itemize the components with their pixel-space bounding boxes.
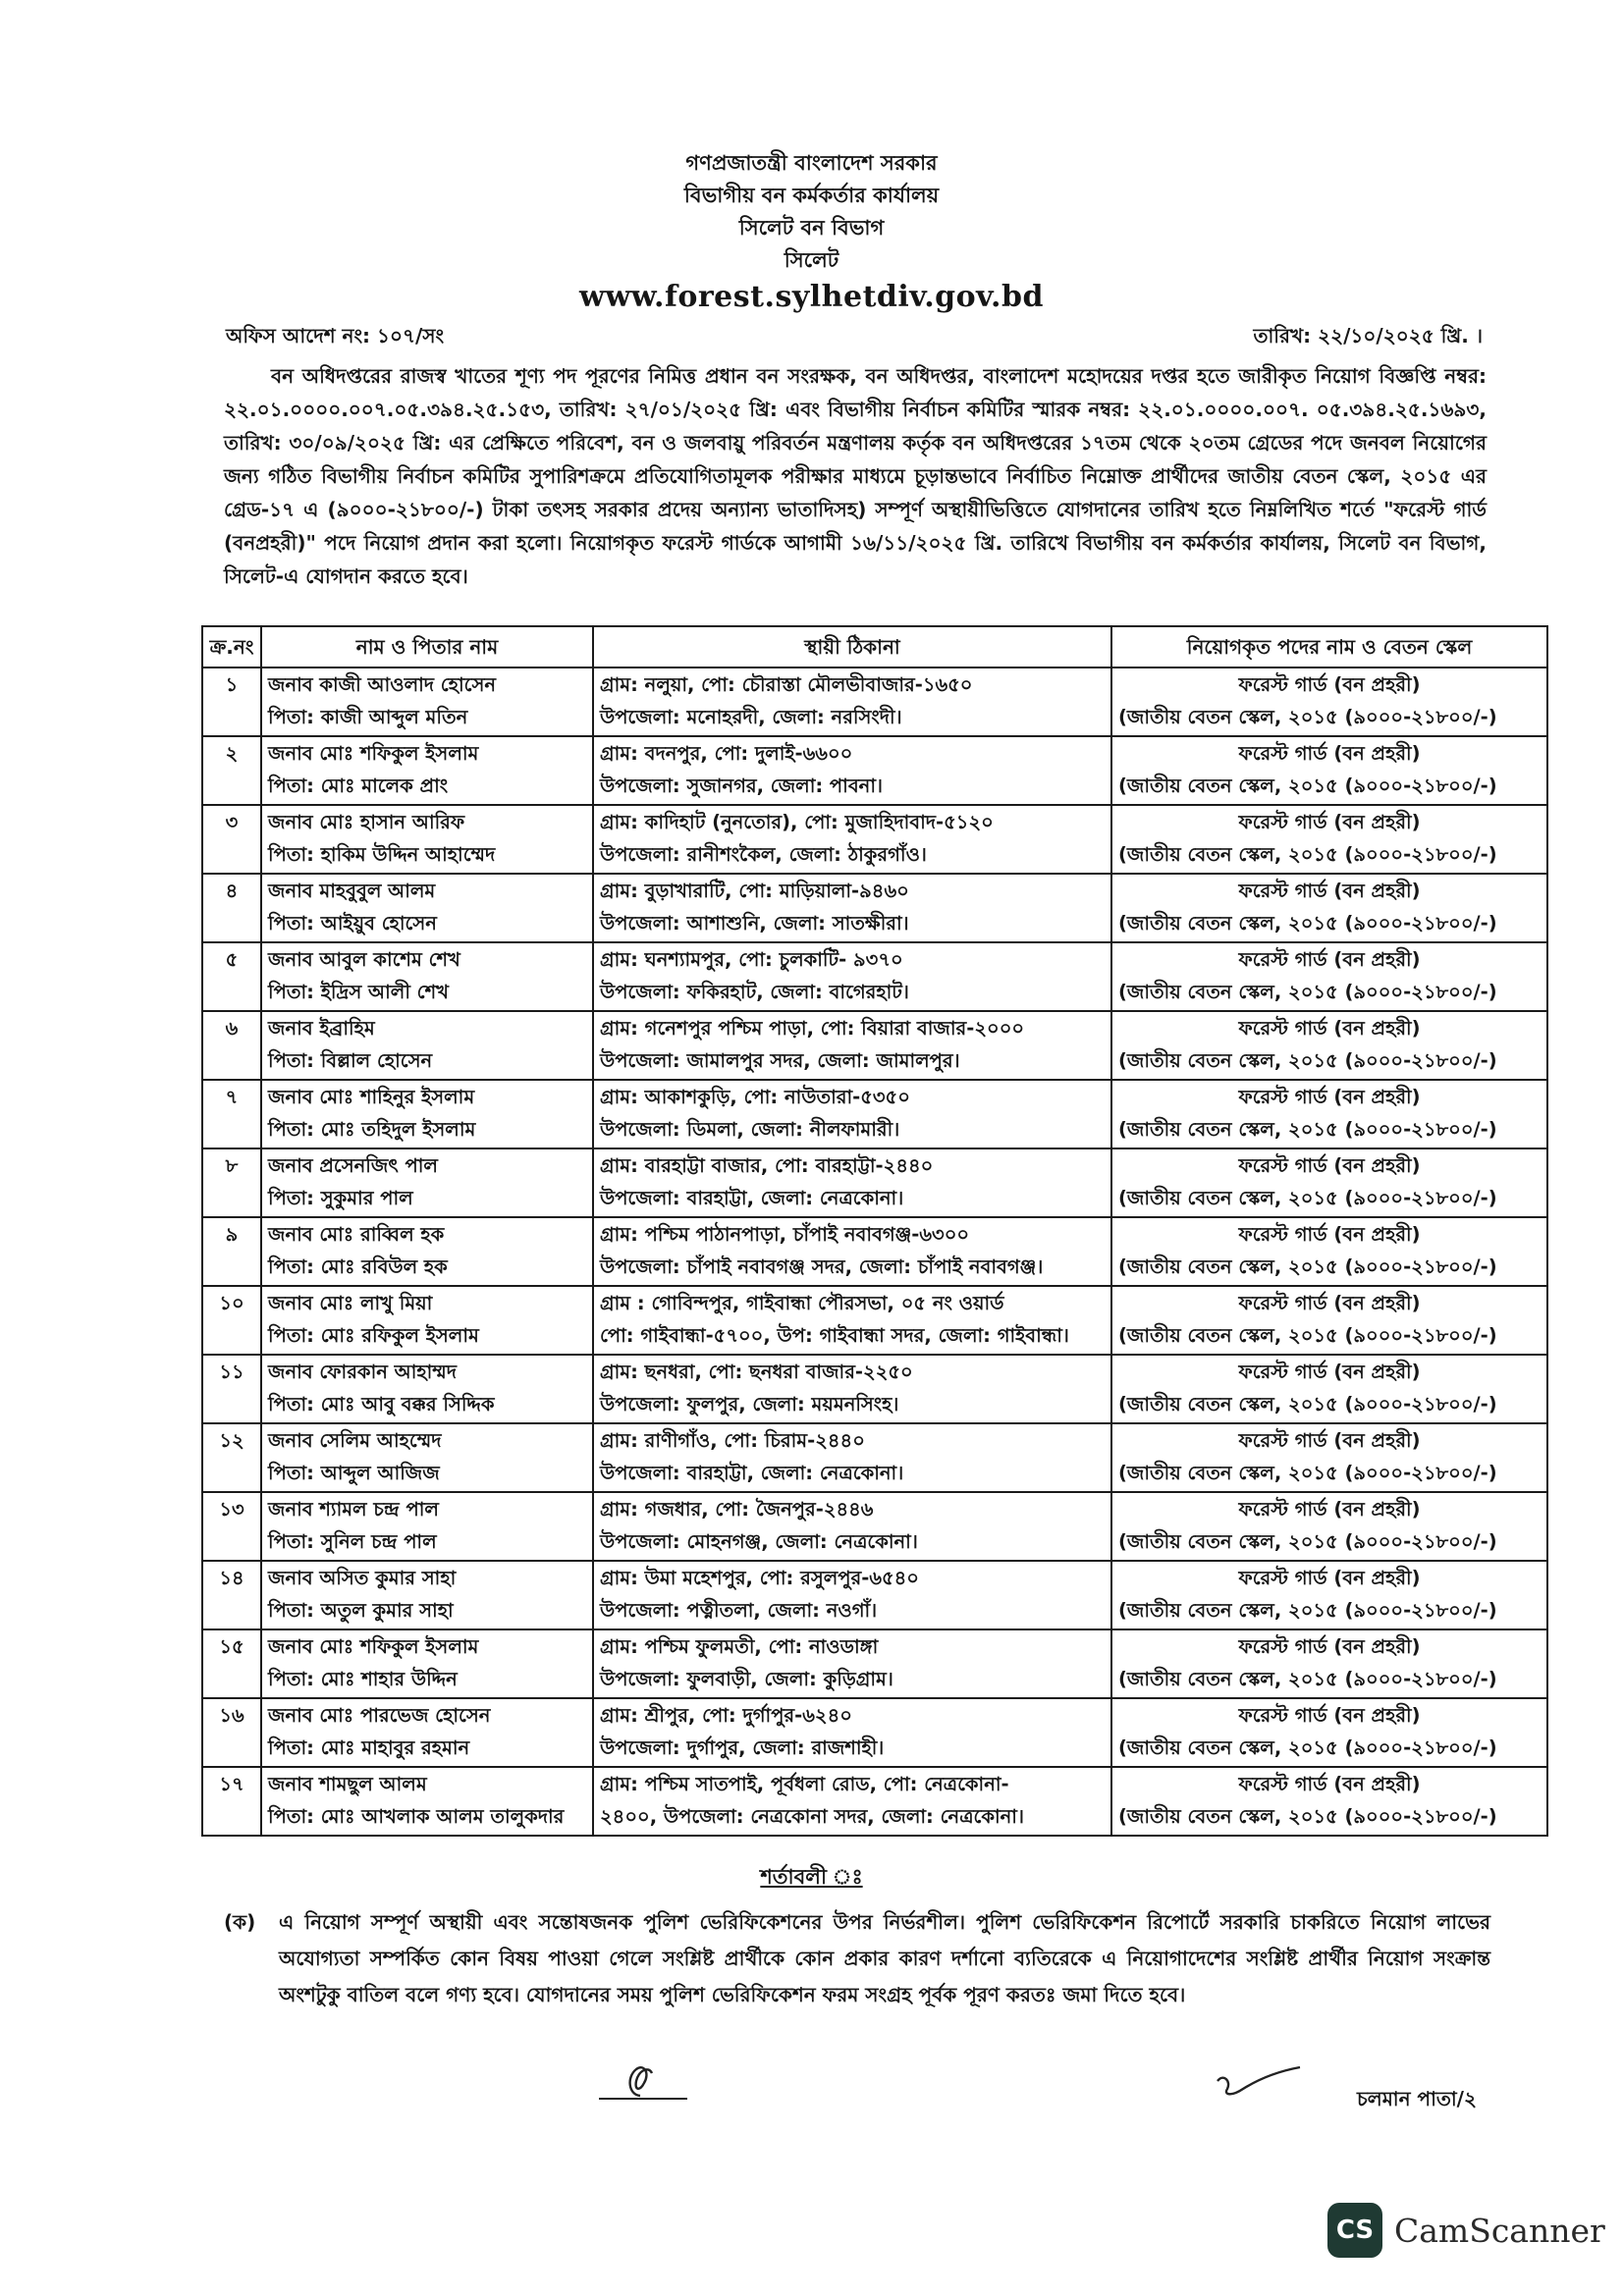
cell-serial	[202, 1080, 261, 1148]
pay-scale: (জাতীয় বেতন স্কেল, ২০১৫ (৯০০০-২১৮০০/-)	[1118, 981, 1497, 1003]
cell-post	[1111, 1767, 1547, 1836]
address-line-1: গ্রাম: শ্রীপুর, পো: দুর্গাপুর-৬২৪০	[600, 1704, 852, 1727]
post-title: ফরেস্ট গার্ড (বন প্রহরী)	[1238, 742, 1421, 765]
appointee-name: জনাব মোঃ শফিকুল ইসলাম	[268, 1635, 479, 1658]
cell-address	[593, 1561, 1111, 1629]
post-title: ফরেস্ট গার্ড (বন প্রহরী)	[1238, 1361, 1421, 1383]
table-row	[202, 1767, 1547, 1836]
order-date: তারিখ: ২২/১০/২০২৫ খ্রি. ।	[1253, 324, 1483, 347]
cell-serial	[202, 1492, 261, 1561]
serial-number: ১১	[219, 1361, 244, 1383]
address-line-2: উপজেলা: ফকিরহাট, জেলা: বাগেরহাট।	[600, 981, 909, 1003]
gov-name: গণপ্রজাতন্ত্রী বাংলাদেশ সরকার	[685, 151, 938, 175]
cell-serial	[202, 1286, 261, 1355]
post-title: ফরেস্ট গার্ড (বন প্রহরী)	[1238, 1292, 1421, 1314]
cell-post	[1111, 805, 1547, 874]
cell-name	[261, 1217, 593, 1286]
cell-address	[593, 1355, 1111, 1423]
address-line-1: গ্রাম: রাণীগাঁও, পো: চিরাম-২৪৪০	[600, 1429, 865, 1452]
appointee-name: জনাব মাহবুবুল আলম	[268, 880, 436, 902]
cell-post	[1111, 1011, 1547, 1080]
address-line-2: উপজেলা: মোহনগঞ্জ, জেলা: নেত্রকোনা।	[600, 1530, 918, 1553]
address-line-2: পো: গাইবান্ধা-৫৭০০, উপ: গাইবান্ধা সদর, জেলা: গাইবান্ধা।	[600, 1324, 1069, 1347]
serial-number: ১২	[219, 1429, 244, 1452]
post-title: ফরেস্ট গার্ড (বন প্রহরী)	[1238, 1223, 1421, 1246]
pay-scale: (জাতীয় বেতন স্কেল, ২০১৫ (৯০০০-২১৮০০/-)	[1118, 912, 1497, 934]
pay-scale: (জাতীয় বেতন স্কেল, ২০১৫ (৯০০০-২১৮০০/-)	[1118, 1462, 1497, 1484]
address-line-1: গ্রাম: পশ্চিম ফুলমতী, পো: নাওডাঙ্গা	[600, 1635, 879, 1658]
post-title: ফরেস্ট গার্ড (বন প্রহরী)	[1238, 1429, 1421, 1452]
appointee-name: জনাব অসিত কুমার সাহা	[268, 1567, 457, 1589]
table-row	[202, 805, 1547, 874]
post-title: ফরেস্ট গার্ড (বন প্রহরী)	[1238, 1017, 1421, 1040]
cell-name	[261, 1011, 593, 1080]
cell-serial	[202, 1561, 261, 1629]
post-title: ফরেস্ট গার্ড (বন প্রহরী)	[1238, 1704, 1421, 1727]
cell-serial	[202, 1355, 261, 1423]
father-name: পিতা: মোঃ তহিদুল ইসলাম	[268, 1118, 476, 1141]
cell-serial	[202, 1148, 261, 1217]
header-serial: ক্র.নং	[202, 626, 261, 667]
cell-address	[593, 1148, 1111, 1217]
cell-post	[1111, 1698, 1547, 1767]
address-line-1: গ্রাম : গোবিন্দপুর, গাইবান্ধা পৌরসভা, ০৫ নং ওয়ার্ড	[600, 1292, 1004, 1314]
cell-post	[1111, 1561, 1547, 1629]
post-title: ফরেস্ট গার্ড (বন প্রহরী)	[1238, 811, 1421, 833]
address-line-1: গ্রাম: বদনপুর, পো: দুলাই-৬৬০০	[600, 742, 853, 765]
header-address: স্থায়ী ঠিকানা	[593, 626, 1111, 667]
post-title: ফরেস্ট গার্ড (বন প্রহরী)	[1238, 1567, 1421, 1589]
appointee-name: জনাব মোঃ লাখু মিয়া	[268, 1292, 433, 1314]
father-name: পিতা: আইয়ুব হোসেন	[268, 912, 437, 934]
appointee-name: জনাব কাজী আওলাদ হোসেন	[268, 673, 496, 696]
pay-scale: (জাতীয় বেতন স্কেল, ২০১৫ (৯০০০-২১৮০০/-)	[1118, 1255, 1497, 1278]
father-name: পিতা: মোঃ আবু বক্কর সিদ্দিক	[268, 1393, 495, 1415]
cell-name	[261, 942, 593, 1011]
post-title: ফরেস্ট গার্ড (বন প্রহরী)	[1238, 1773, 1421, 1795]
header-name: নাম ও পিতার নাম	[261, 626, 593, 667]
cell-serial	[202, 805, 261, 874]
cell-address	[593, 1629, 1111, 1698]
father-name: পিতা: ইদ্রিস আলী শেখ	[268, 981, 449, 1003]
table-body	[202, 667, 1547, 1836]
pay-scale: (জাতীয় বেতন স্কেল, ২০১৫ (৯০০০-২১৮০০/-)	[1118, 1393, 1497, 1415]
cell-name	[261, 1355, 593, 1423]
pay-scale: (জাতীয় বেতন স্কেল, ২০১৫ (৯০০০-২১৮০০/-)	[1118, 1049, 1497, 1072]
cell-serial	[202, 667, 261, 736]
cell-serial	[202, 1629, 261, 1698]
father-name: পিতা: মোঃ রফিকুল ইসলাম	[268, 1324, 479, 1347]
address-line-1: গ্রাম: আকাশকুড়ি, পো: নাউতারা-৫৩৫০	[600, 1086, 910, 1108]
serial-number: ১৪	[219, 1567, 244, 1589]
cell-name	[261, 667, 593, 736]
cell-name	[261, 1561, 593, 1629]
city-name: সিলেট	[784, 248, 839, 272]
cell-address	[593, 942, 1111, 1011]
cell-address	[593, 1767, 1111, 1836]
intro-paragraph: বন অধিদপ্তরের রাজস্ব খাতের শূণ্য পদ পূরণের নিমিত্ত প্রধান বন সংরক্ষক, বন অধিদপ্তর, বাংলাদেশ মহোদয়ের দপ্তর হতে জারীকৃত নিয়োগ বিজ্ঞপ্তি নম্বর: ২২.০১.০০০০.০০৭.০৫.৩৯৪.২৫.১৫৩, তারিখ: ২৭/০১/২০২৫ খ্রি: এবং বিভাগীয় নির্বাচন কমিটির স্মারক নম্বর: ২২.০১.০০০০.০০৭. ০৫.৩৯৪.২৫.১৬৯৩, তারিখ: ৩০/০৯/২০২৫ খ্রি: এর প্রেক্ষিতে পরিবেশ, বন ও জলবায়ু পরিবর্তন মন্ত্রণালয় কর্তৃক বন অধিদপ্তরের ১৭তম থেকে ২০তম গ্রেডের পদে জনবল নিয়োগের জন্য গঠিত বিভাগীয় নির্বাচন কমিটির সুপারিশক্রমে প্রতিযোগিতামূলক পরীক্ষার মাধ্যমে চূড়ান্তভাবে নির্বাচিত নিম্নোক্ত প্রার্থীদের জাতীয় বেতন স্কেল, ২০১৫ এর গ্রেড-১৭ এ (৯০০০-২১৮০০/-) টাকা তৎসহ সরকার প্রদেয় অন্যান্য ভাতাদিসহ) সম্পূর্ণ অস্থায়ীভিত্তিতে যোগদানের তারিখ হতে নিম্নলিখিত শর্তে "ফরেস্ট গার্ড (বনপ্রহরী)" পদে নিয়োগ প্রদান করা হলো। নিয়োগকৃত ফরেস্ট গার্ডকে আগামী ১৬/১১/২০২৫ খ্রি. তারিখে বিভাগীয় বন কর্মকর্তার কার্যালয়, সিলেট বন বিভাগ, সিলেট-এ যোগদান করতে হবে।	[224, 364, 1487, 588]
serial-number: ১০	[219, 1292, 244, 1314]
cell-post	[1111, 1080, 1547, 1148]
table-row	[202, 667, 1547, 736]
cell-post	[1111, 1629, 1547, 1698]
father-name: পিতা: মোঃ মালেক প্রাং	[268, 774, 449, 797]
cell-address	[593, 667, 1111, 736]
serial-number: ১৭	[219, 1773, 244, 1795]
address-line-1: গ্রাম: পশ্চিম পাঠানপাড়া, চাঁপাই নবাবগঞ্জ-৬৩০০	[600, 1223, 970, 1246]
address-line-1: গ্রাম: গজধার, পো: জৈনপুর-২৪৪৬	[600, 1498, 874, 1521]
table-row	[202, 1698, 1547, 1767]
address-line-2: উপজেলা: দুর্গাপুর, জেলা: রাজশাহী।	[600, 1736, 885, 1759]
father-name: পিতা: মোঃ রবিউল হক	[268, 1255, 448, 1278]
pay-scale: (জাতীয় বেতন স্কেল, ২০১৫ (৯০০০-২১৮০০/-)	[1118, 1805, 1497, 1828]
continuation-note: চলমান পাতা/২	[1357, 2087, 1477, 2110]
pay-scale: (জাতীয় বেতন স্কেল, ২০১৫ (৯০০০-২১৮০০/-)	[1118, 706, 1497, 728]
post-title: ফরেস্ট গার্ড (বন প্রহরী)	[1238, 880, 1421, 902]
cell-address	[593, 1217, 1111, 1286]
table-row	[202, 1423, 1547, 1492]
serial-number: ২	[225, 742, 239, 765]
cell-address	[593, 1080, 1111, 1148]
appointee-name: জনাব ইব্রাহিম	[268, 1017, 375, 1040]
address-line-2: উপজেলা: চাঁপাই নবাবগঞ্জ সদর, জেলা: চাঁপাই নবাবগঞ্জ।	[600, 1255, 1044, 1278]
address-line-2: উপজেলা: মনোহরদী, জেলা: নরসিংদী।	[600, 706, 902, 728]
address-line-2: উপজেলা: আশাশুনি, জেলা: সাতক্ষীরা।	[600, 912, 909, 934]
address-line-1: গ্রাম: নলুয়া, পো: চৌরাস্তা মৌলভীবাজার-১৬৫০	[600, 673, 973, 696]
cell-serial	[202, 1423, 261, 1492]
father-name: পিতা: হাকিম উদ্দিন আহাম্মেদ	[268, 843, 496, 866]
cell-serial	[202, 1767, 261, 1836]
table-header-row	[202, 626, 1547, 667]
serial-number: ১৫	[219, 1635, 244, 1658]
camscanner-label: CamScanner	[1394, 2211, 1605, 2250]
serial-number: ১৬	[219, 1704, 244, 1727]
pay-scale: (জাতীয় বেতন স্কেল, ২০১৫ (৯০০০-২১৮০০/-)	[1118, 1736, 1497, 1759]
father-name: পিতা: সুকুমার পাল	[268, 1187, 413, 1209]
post-title: ফরেস্ট গার্ড (বন প্রহরী)	[1238, 1498, 1421, 1521]
signature-left	[589, 2052, 697, 2110]
serial-number: ৭	[225, 1086, 239, 1108]
camscanner-logo-icon: CS	[1327, 2203, 1382, 2258]
table-row	[202, 1080, 1547, 1148]
father-name: পিতা: মোঃ আখলাক আলম তালুকদার	[268, 1805, 565, 1828]
division-name: সিলেট বন বিভাগ	[738, 216, 885, 240]
cell-address	[593, 805, 1111, 874]
serial-number: ৬	[225, 1017, 239, 1040]
address-line-2: উপজেলা: পত্নীতলা, জেলা: নওগাঁ।	[600, 1599, 878, 1622]
cell-name	[261, 736, 593, 805]
table-row	[202, 1286, 1547, 1355]
cell-address	[593, 1492, 1111, 1561]
cell-address	[593, 1423, 1111, 1492]
father-name: পিতা: বিল্লাল হোসেন	[268, 1049, 433, 1072]
father-name: পিতা: মোঃ মাহাবুর রহমান	[268, 1736, 470, 1759]
cell-post	[1111, 736, 1547, 805]
address-line-2: উপজেলা: ফুলপুর, জেলা: ময়মনসিংহ।	[600, 1393, 899, 1415]
address-line-2: উপজেলা: ফুলবাড়ী, জেলা: কুড়িগ্রাম।	[600, 1668, 893, 1690]
appointee-name: জনাব শ্যামল চন্দ্র পাল	[268, 1498, 439, 1521]
cell-serial	[202, 942, 261, 1011]
terms-title: শর্তাবলী ঃ	[760, 1865, 863, 1889]
table-row	[202, 736, 1547, 805]
appointee-name: জনাব আবুল কাশেম শেখ	[268, 948, 460, 971]
header-post: নিয়োগকৃত পদের নাম ও বেতন স্কেল	[1111, 626, 1547, 667]
address-line-2: ২৪০০, উপজেলা: নেত্রকোনা সদর, জেলা: নেত্রকোনা।	[600, 1805, 1024, 1828]
pay-scale: (জাতীয় বেতন স্কেল, ২০১৫ (৯০০০-২১৮০০/-)	[1118, 1599, 1497, 1622]
appointee-name: জনাব মোঃ শফিকুল ইসলাম	[268, 742, 479, 765]
cell-serial	[202, 736, 261, 805]
post-title: ফরেস্ট গার্ড (বন প্রহরী)	[1238, 1086, 1421, 1108]
serial-number: ৩	[225, 811, 239, 833]
address-line-1: গ্রাম: বারহাট্টা বাজার, পো: বারহাট্টা-২৪৪০	[600, 1154, 934, 1177]
appointee-name: জনাব মোঃ রাব্বিল হক	[268, 1223, 445, 1246]
serial-number: ১	[225, 673, 239, 696]
post-title: ফরেস্ট গার্ড (বন প্রহরী)	[1238, 1635, 1421, 1658]
cell-post	[1111, 1286, 1547, 1355]
pay-scale: (জাতীয় বেতন স্কেল, ২০১৫ (৯০০০-২১৮০০/-)	[1118, 1118, 1497, 1141]
term-label: (ক)	[224, 1910, 256, 1934]
cell-address	[593, 1286, 1111, 1355]
table-row	[202, 1148, 1547, 1217]
address-line-1: গ্রাম: গনেশপুর পশ্চিম পাড়া, পো: বিয়ারা বাজার-২০০০	[600, 1017, 1025, 1040]
father-name: পিতা: কাজী আব্দুল মতিন	[268, 706, 468, 728]
cell-post	[1111, 1355, 1547, 1423]
cell-post	[1111, 1148, 1547, 1217]
pay-scale: (জাতীয় বেতন স্কেল, ২০১৫ (৯০০০-২১৮০০/-)	[1118, 1530, 1497, 1553]
father-name: পিতা: অতুল কুমার সাহা	[268, 1599, 454, 1622]
serial-number: ৫	[225, 948, 239, 971]
cell-address	[593, 1698, 1111, 1767]
post-title: ফরেস্ট গার্ড (বন প্রহরী)	[1238, 673, 1421, 696]
cell-serial	[202, 1698, 261, 1767]
cell-post	[1111, 1217, 1547, 1286]
camscanner-watermark	[1327, 2203, 1605, 2258]
cell-address	[593, 874, 1111, 942]
appointee-name: জনাব মোঃ শাহিনুর ইসলাম	[268, 1086, 475, 1108]
cell-serial	[202, 874, 261, 942]
signature-right	[1210, 2052, 1308, 2110]
address-line-1: গ্রাম: বুড়াখারাটি, পো: মাড়িয়ালা-৯৪৬০	[600, 880, 909, 902]
term-text: এ নিয়োগ সম্পূর্ণ অস্থায়ী এবং সন্তোষজনক পুলিশ ভেরিফিকেশনের উপর নির্ভরশীল। পুলিশ ভেরিফিকেশন রিপোর্টে সরকারি চাকরিতে নিয়োগ লাভের অযোগ্যতা সম্পর্কিত কোন বিষয় পাওয়া গেলে সংশ্লিষ্ট প্রার্থীকে কোন প্রকার কারণ দর্শানো ব্যতিরেকে এ নিয়োগাদেশের সংশ্লিষ্ট প্রার্থীর নিয়োগ সংক্রান্ত অংশটুকু বাতিল বলে গণ্য হবে। যোগদানের সময় পুলিশ ভেরিফিকেশন ফরম সংগ্রহ পূর্বক পূরণ করতঃ জমা দিতে হবে।	[279, 1910, 1490, 2006]
cell-name	[261, 805, 593, 874]
table-row	[202, 1217, 1547, 1286]
office-order-number: অফিস আদেশ নং: ১০৭/সং	[226, 324, 445, 347]
pay-scale: (জাতীয় বেতন স্কেল, ২০১৫ (৯০০০-২১৮০০/-)	[1118, 843, 1497, 866]
cell-name	[261, 1767, 593, 1836]
serial-number: ১৩	[219, 1498, 244, 1521]
serial-number: ৯	[225, 1223, 239, 1246]
father-name: পিতা: মোঃ শাহার উদ্দিন	[268, 1668, 458, 1690]
appointee-name: জনাব প্রসেনজিৎ পাল	[268, 1154, 438, 1177]
address-line-2: উপজেলা: ডিমলা, জেলা: নীলফামারী।	[600, 1118, 900, 1141]
table-row	[202, 1561, 1547, 1629]
cell-name	[261, 1080, 593, 1148]
address-line-2: উপজেলা: বারহাট্টা, জেলা: নেত্রকোনা।	[600, 1462, 904, 1484]
cell-serial	[202, 1011, 261, 1080]
pay-scale: (জাতীয় বেতন স্কেল, ২০১৫ (৯০০০-২১৮০০/-)	[1118, 1187, 1497, 1209]
cell-name	[261, 1698, 593, 1767]
letterhead	[0, 147, 1623, 313]
website-link[interactable]: www.forest.sylhetdiv.gov.bd	[579, 280, 1044, 314]
office-name: বিভাগীয় বন কর্মকর্তার কার্যালয়	[683, 184, 940, 207]
appointee-name: জনাব মোঃ হাসান আরিফ	[268, 811, 465, 833]
cell-serial	[202, 1217, 261, 1286]
appointee-name: জনাব সেলিম আহম্মেদ	[268, 1429, 442, 1452]
address-line-1: গ্রাম: কাদিহাট (নুনতোর), পো: মুজাহিদাবাদ-৫১২০	[600, 811, 994, 833]
cell-post	[1111, 667, 1547, 736]
table-row	[202, 1629, 1547, 1698]
cell-name	[261, 1423, 593, 1492]
cell-address	[593, 1011, 1111, 1080]
address-line-1: গ্রাম: ছনধরা, পো: ছনধরা বাজার-২২৫০	[600, 1361, 913, 1383]
cell-address	[593, 736, 1111, 805]
serial-number: ৪	[225, 880, 239, 902]
appointee-name: জনাব শামছুল আলম	[268, 1773, 427, 1795]
post-title: ফরেস্ট গার্ড (বন প্রহরী)	[1238, 948, 1421, 971]
table-row	[202, 942, 1547, 1011]
cell-post	[1111, 874, 1547, 942]
pay-scale: (জাতীয় বেতন স্কেল, ২০১৫ (৯০০০-২১৮০০/-)	[1118, 774, 1497, 797]
cell-post	[1111, 1423, 1547, 1492]
address-line-2: উপজেলা: জামালপুর সদর, জেলা: জামালপুর।	[600, 1049, 960, 1072]
table-row	[202, 1355, 1547, 1423]
address-line-1: গ্রাম: ঘনশ্যামপুর, পো: চুলকাটি- ৯৩৭০	[600, 948, 903, 971]
table-row	[202, 1492, 1547, 1561]
table-row	[202, 874, 1547, 942]
post-title: ফরেস্ট গার্ড (বন প্রহরী)	[1238, 1154, 1421, 1177]
father-name: পিতা: সুনিল চন্দ্র পাল	[268, 1530, 437, 1553]
pay-scale: (জাতীয় বেতন স্কেল, ২০১৫ (৯০০০-২১৮০০/-)	[1118, 1324, 1497, 1347]
address-line-1: গ্রাম: পশ্চিম সাতপাই, পূর্বধলা রোড, পো: নেত্রকোনা-	[600, 1773, 1009, 1795]
table-row	[202, 1011, 1547, 1080]
address-line-2: উপজেলা: সুজানগর, জেলা: পাবনা।	[600, 774, 883, 797]
address-line-2: উপজেলা: বারহাট্টা, জেলা: নেত্রকোনা।	[600, 1187, 904, 1209]
appointee-table	[201, 625, 1548, 1837]
cell-name	[261, 1148, 593, 1217]
cell-name	[261, 874, 593, 942]
cell-name	[261, 1629, 593, 1698]
address-line-1: গ্রাম: উমা মহেশপুর, পো: রসুলপুর-৬৫৪০	[600, 1567, 919, 1589]
cell-name	[261, 1492, 593, 1561]
address-line-2: উপজেলা: রানীশংকৈল, জেলা: ঠাকুরগাঁও।	[600, 843, 927, 866]
cell-name	[261, 1286, 593, 1355]
serial-number: ৮	[225, 1154, 239, 1177]
pay-scale: (জাতীয় বেতন স্কেল, ২০১৫ (৯০০০-২১৮০০/-)	[1118, 1668, 1497, 1690]
appointee-name: জনাব মোঃ পারভেজ হোসেন	[268, 1704, 491, 1727]
appointee-name: জনাব ফোরকান আহাম্মদ	[268, 1361, 458, 1383]
cell-post	[1111, 1492, 1547, 1561]
term-item	[224, 1904, 1490, 2013]
cell-post	[1111, 942, 1547, 1011]
father-name: পিতা: আব্দুল আজিজ	[268, 1462, 440, 1484]
